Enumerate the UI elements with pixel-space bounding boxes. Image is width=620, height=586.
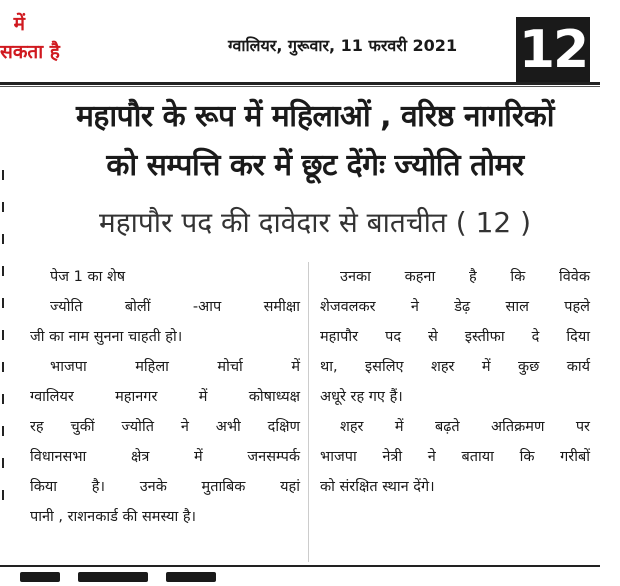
headline-line-2: को सम्पत्ति कर में छूट देंगेः ज्योति तोमर	[106, 148, 524, 183]
paragraph-line: विधानसभा क्षेत्र में जनसम्पर्क	[30, 449, 300, 465]
paragraph-line: जी का नाम सुनना चाहती हो।	[30, 329, 183, 345]
fragment-line-1: में	[13, 13, 25, 35]
header-rule	[0, 82, 600, 85]
paragraph-line: ग्वालियर महानगर में कोषाध्यक्ष	[30, 389, 300, 405]
paragraph-line: ज्योति बोलीं -आप समीक्षा	[50, 299, 300, 315]
previous-article-fragment	[0, 10, 120, 66]
paragraph-line: था, इसलिए शहर में कुछ कार्य	[320, 359, 590, 375]
paragraph-line: रह चुकीं ज्योति ने अभी दक्षिण	[30, 419, 300, 435]
paragraph-line: पानी , राशनकार्ड की समस्या है।	[30, 509, 197, 525]
footer-rule	[0, 565, 600, 567]
continued-from-note: पेज 1 का शेष	[50, 269, 126, 285]
column-divider	[308, 262, 309, 562]
paragraph-line: को संरक्षित स्थान देंगे।	[320, 479, 435, 495]
paragraph-line: शहर में बढ़ते अतिक्रमण पर	[340, 419, 590, 435]
page-number: 12	[516, 17, 590, 83]
fragment-line-2: सकता है	[0, 41, 60, 63]
paragraph-line: उनका कहना है कि विवेक	[340, 269, 590, 285]
paragraph-line: महापौर पद से इस्तीफा दे दिया	[320, 329, 590, 345]
headline-line-1: महापौर के रूप में महिलाओं , वरिष्ठ नागरिकों	[75, 99, 555, 134]
header-rule-thin	[0, 86, 600, 87]
dateline: ग्वालियर, गुरूवार, 11 फरवरी 2021	[228, 36, 458, 55]
article-column-1	[30, 262, 300, 532]
paragraph-line: भाजपा महिला मोर्चा में	[50, 359, 300, 375]
paragraph-line: भाजपा नेत्री ने बताया कि गरीबों	[320, 449, 590, 465]
adjacent-column-edge	[0, 170, 14, 522]
subheadline: महापौर पद की दावेदार से बातचीत ( 12 )	[98, 206, 532, 239]
article-column-2	[320, 262, 590, 502]
paragraph-line: शेजवलकर ने डेढ़ साल पहले	[320, 299, 590, 315]
paragraph-line: किया है। उनके मुताबिक यहां	[30, 479, 300, 495]
paragraph-line: अधूरे रह गए हैं।	[320, 389, 403, 405]
